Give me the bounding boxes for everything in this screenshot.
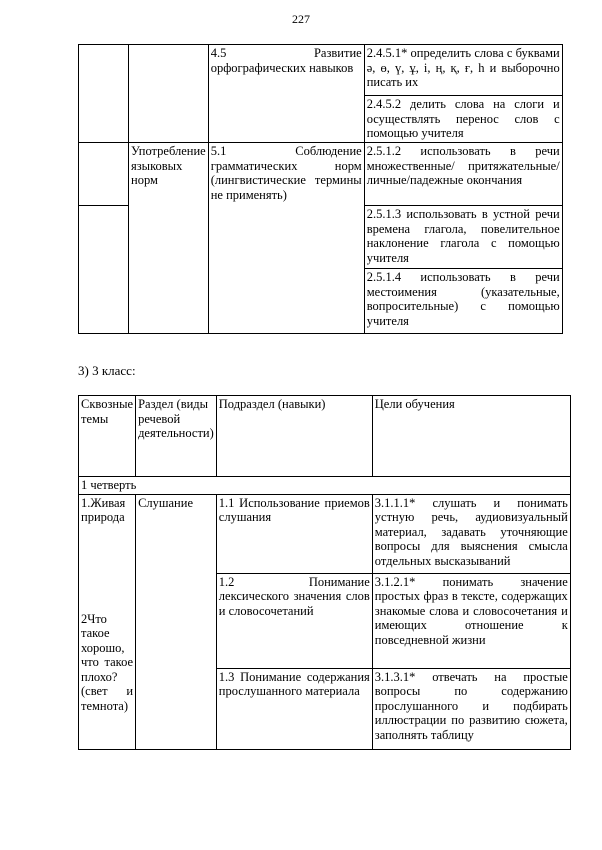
curriculum-table-grade3	[78, 395, 571, 750]
table-row	[79, 143, 563, 206]
section-cell: Употребление языковых норм	[129, 143, 209, 334]
themes-cell	[79, 494, 136, 749]
table-row	[79, 494, 571, 573]
section-cell-empty	[129, 45, 209, 143]
quarter-label: 1 четверть	[79, 477, 571, 495]
header-themes: Сквозные темы	[79, 396, 136, 477]
header-subsection: Подраздел (навыки)	[216, 396, 372, 477]
theme-cell-empty	[79, 45, 129, 143]
subsection-cell: 5.1 Соблюдение грамматических норм (лингвистические термины не применять)	[208, 143, 364, 334]
theme-cell-empty	[79, 143, 129, 206]
section-cell: Слушание	[136, 494, 217, 749]
goal-cell: 2.5.1.3 использовать в устной речи времена глагола, повелительное наклонение глагола с помощью учителя	[364, 206, 562, 269]
goal-cell: 2.4.5.1* определить слова с буквами ә, ө, ү, ұ, і, ң, қ, ғ, һ и выборочно писать их	[364, 45, 562, 96]
theme-1: 1.Живая природа	[81, 495, 126, 524]
section-title: 3) 3 класс:	[78, 363, 136, 378]
theme-cell-empty	[79, 206, 129, 334]
subsection-cell: 1.2 Понимание лексического значения слов и словосочетаний	[216, 573, 372, 668]
theme-2: 2Что такое хорошо, что такое плохо? (свет и темнота)	[81, 611, 134, 713]
goal-cell: 2.5.1.2 использовать в речи множественные/ притяжательные/ личные/падежные окончания	[364, 143, 562, 206]
subsection-cell: 1.3 Понимание содержания прослушанного материала	[216, 668, 372, 749]
goal-cell: 3.1.3.1* отвечать на простые вопросы по содержанию прослушанного и подбирать иллюстрации по развитию сюжета, заполнять таблицу	[372, 668, 570, 749]
header-goals: Цели обучения	[372, 396, 570, 477]
goal-cell: 2.5.1.4 использовать в речи местоимения (указательные, вопросительные) с помощью учителя	[364, 269, 562, 334]
curriculum-table-continued	[78, 44, 563, 334]
goal-cell: 2.4.5.2 делить слова на слоги и осуществлять перенос слов с помощью учителя	[364, 96, 562, 143]
header-section: Раздел (виды речевой деятельности)	[136, 396, 217, 477]
table-header-row	[79, 396, 571, 477]
goal-cell: 3.1.1.1* слушать и понимать устную речь, аудиовизуальный материал, задавать уточняющие вопросы для выяснения смысла отдельных высказываний	[372, 494, 570, 573]
subsection-cell: 4.5 Развитие орфографических навыков	[208, 45, 364, 143]
quarter-row	[79, 477, 571, 495]
table-row	[79, 45, 563, 96]
page-number: 227	[292, 12, 310, 26]
goal-cell: 3.1.2.1* понимать значение простых фраз в тексте, содержащих знакомые слова и словосочетания и имеющих отношение к повседневной жизни	[372, 573, 570, 668]
subsection-cell: 1.1 Использование приемов слушания	[216, 494, 372, 573]
